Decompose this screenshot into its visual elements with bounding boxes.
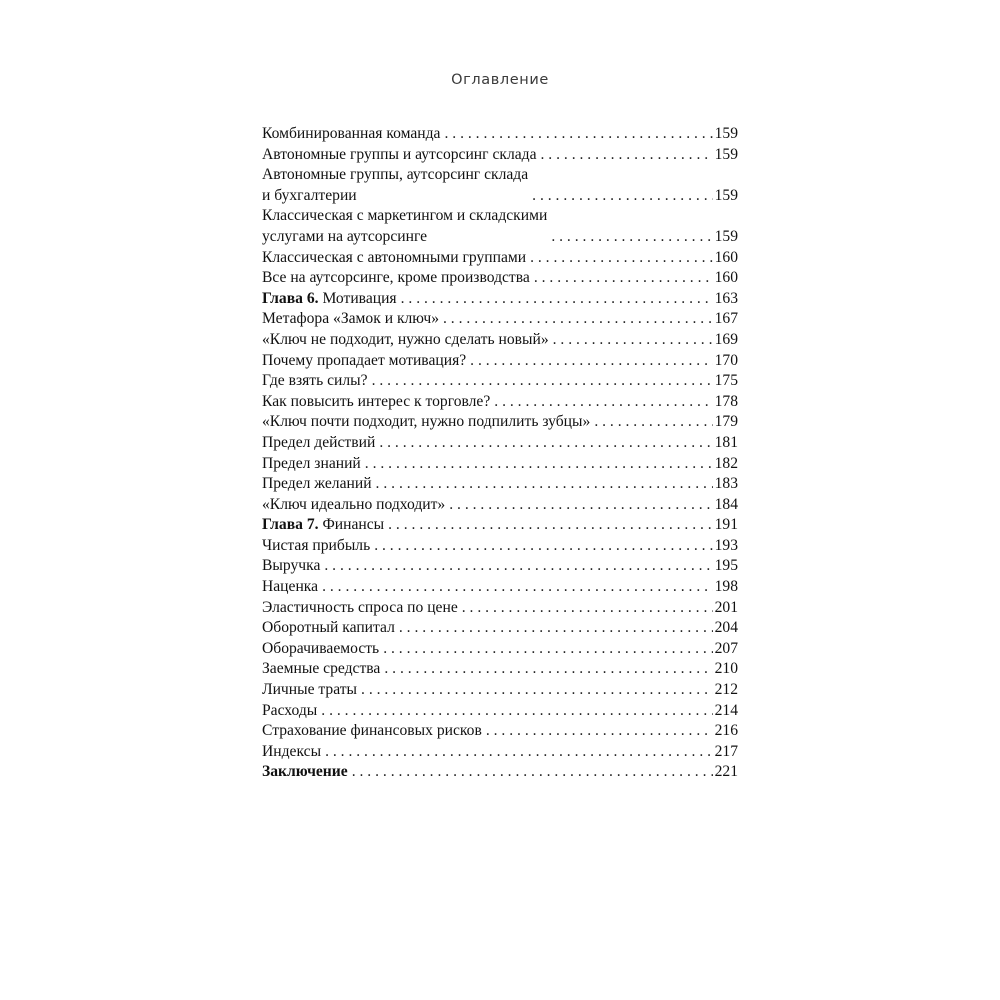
toc-entry[interactable] — [262, 536, 738, 557]
toc-entry[interactable] — [262, 598, 738, 619]
leader-dots — [541, 145, 713, 166]
toc-entry-page: 159 — [714, 227, 738, 245]
toc-entry-title: «Ключ почти подходит, нужно подпилить зубцы» — [262, 413, 591, 431]
leader-dots — [322, 577, 713, 598]
toc-chapter-7[interactable] — [262, 515, 738, 536]
toc-entry-title: Классическая с автономными группами — [262, 248, 527, 266]
table-of-contents — [262, 124, 738, 783]
toc-entry-title-line: услугами на аутсорсинге — [262, 227, 428, 245]
toc-entry-page: 184 — [714, 495, 738, 513]
toc-entry-title: Чистая прибыль — [262, 536, 371, 554]
leader-dots — [379, 433, 712, 454]
toc-entry-page: 210 — [714, 660, 738, 678]
leader-dots — [388, 515, 712, 536]
toc-entry-page: 214 — [714, 701, 738, 719]
toc-entry[interactable] — [262, 577, 738, 598]
toc-entry-page: 221 — [714, 763, 738, 781]
leader-dots — [399, 618, 713, 639]
toc-entry-page: 181 — [714, 433, 738, 451]
toc-entry-page: 212 — [714, 681, 738, 699]
toc-entry-title: Выручка — [262, 557, 321, 575]
toc-entry-page: 195 — [714, 557, 738, 575]
toc-entry[interactable] — [262, 618, 738, 639]
chapter-name: Мотивация — [322, 289, 397, 307]
toc-entry-title: Предел знаний — [262, 454, 361, 472]
toc-entry[interactable] — [262, 639, 738, 660]
toc-entry[interactable] — [262, 474, 738, 495]
toc-entry[interactable] — [262, 124, 738, 145]
leader-dots — [444, 124, 712, 145]
leader-dots — [401, 289, 713, 310]
toc-entry-page: 217 — [714, 742, 738, 760]
toc-entry-page: 182 — [714, 454, 738, 472]
toc-entry[interactable] — [262, 701, 738, 722]
toc-entry[interactable] — [262, 248, 738, 269]
toc-entry-title: Все на аутсорсинге, кроме производства — [262, 269, 530, 287]
toc-entry-title: Личные траты — [262, 681, 358, 699]
leader-dots — [376, 474, 713, 495]
leader-dots — [383, 639, 712, 660]
toc-entry-page: 191 — [714, 516, 738, 534]
toc-entry-page: 204 — [714, 619, 738, 637]
toc-entry-title: Заемные средства — [262, 660, 381, 678]
toc-entry-title: Предел действий — [262, 433, 376, 451]
toc-entry-title: Наценка — [262, 578, 319, 596]
running-head: Оглавление — [451, 72, 549, 88]
toc-entry-title-line: Автономные группы, аутсорсинг склада — [262, 166, 529, 184]
toc-entry-page: 170 — [714, 351, 738, 369]
toc-entry[interactable] — [262, 680, 738, 701]
leader-dots — [361, 680, 713, 701]
toc-entry[interactable] — [262, 351, 738, 372]
leader-dots — [324, 556, 712, 577]
toc-entry[interactable] — [262, 309, 738, 330]
toc-entry-page: 175 — [714, 372, 738, 390]
toc-entry-page: 183 — [714, 475, 738, 493]
toc-entry-page: 207 — [714, 639, 738, 657]
leader-dots — [530, 248, 713, 269]
toc-entry-title: Оборотный капитал — [262, 619, 395, 637]
toc-entry-title: Оборачиваемость — [262, 639, 380, 657]
toc-entry[interactable] — [262, 206, 738, 247]
leader-dots — [384, 659, 712, 680]
toc-entry-title: Расходы — [262, 701, 318, 719]
toc-entry-title: «Ключ не подходит, нужно сделать новый» — [262, 330, 549, 348]
toc-entry-title: Комбинированная команда — [262, 125, 441, 142]
leader-dots — [532, 186, 712, 207]
leader-dots — [321, 701, 712, 722]
toc-entry-title: Где взять силы? — [262, 372, 368, 390]
toc-entry-title: Метафора «Замок и ключ» — [262, 310, 439, 328]
leader-dots — [470, 351, 712, 372]
toc-entry[interactable] — [262, 330, 738, 351]
toc-entry[interactable] — [262, 433, 738, 454]
leader-dots — [443, 309, 713, 330]
toc-entry-page: 169 — [714, 330, 738, 348]
leader-dots — [594, 412, 712, 433]
toc-entry[interactable] — [262, 742, 738, 763]
toc-entry-title: Заключение — [262, 763, 348, 781]
toc-entry[interactable] — [262, 145, 738, 166]
toc-entry[interactable] — [262, 412, 738, 433]
toc-entry[interactable] — [262, 659, 738, 680]
toc-chapter-title — [262, 515, 384, 536]
toc-entry-page: 179 — [714, 413, 738, 431]
leader-dots — [449, 495, 712, 516]
leader-dots — [374, 536, 712, 557]
toc-entry[interactable] — [262, 556, 738, 577]
leader-dots — [553, 330, 713, 351]
toc-entry-page: 178 — [714, 392, 738, 410]
chapter-number: Глава 7. — [262, 516, 319, 534]
toc-entry[interactable] — [262, 392, 738, 413]
toc-entry-page: 160 — [714, 269, 738, 287]
toc-entry-page: 216 — [714, 722, 738, 740]
leader-dots — [365, 454, 713, 475]
toc-entry-title: Предел желаний — [262, 475, 372, 493]
toc-entry[interactable] — [262, 454, 738, 475]
toc-chapter-6[interactable] — [262, 289, 738, 310]
toc-entry-title: Почему пропадает мотивация? — [262, 351, 467, 369]
toc-entry-title — [262, 206, 547, 247]
toc-entry[interactable] — [262, 721, 738, 742]
chapter-number: Глава 6. — [262, 289, 319, 307]
chapter-name: Финансы — [322, 516, 385, 534]
toc-entry-title: Автономные группы и аутсорсинг склада — [262, 145, 537, 163]
toc-entry[interactable] — [262, 495, 738, 516]
toc-entry-title: Как повысить интерес к торговле? — [262, 392, 491, 410]
toc-entry-title: Страхование финансовых рисков — [262, 722, 482, 740]
toc-entry-page: 163 — [714, 289, 738, 307]
toc-entry-page: 159 — [714, 186, 738, 204]
toc-conclusion[interactable] — [262, 762, 738, 783]
leader-dots — [551, 227, 712, 248]
toc-entry-title: Эластичность спроса по цене — [262, 598, 458, 616]
leader-dots — [462, 598, 713, 619]
toc-entry-title — [262, 165, 528, 206]
leader-dots — [494, 392, 712, 413]
leader-dots — [486, 721, 713, 742]
leader-dots — [352, 762, 713, 783]
toc-entry-page: 198 — [714, 578, 738, 596]
toc-entry-title-line: и бухгалтерии — [262, 186, 357, 204]
leader-dots — [372, 371, 713, 392]
toc-entry[interactable] — [262, 371, 738, 392]
leader-dots — [325, 742, 713, 763]
toc-entry-page: 193 — [714, 536, 738, 554]
toc-entry[interactable] — [262, 268, 738, 289]
toc-entry-page: 201 — [714, 598, 738, 616]
toc-entry[interactable] — [262, 165, 738, 206]
toc-entry-page: 159 — [714, 145, 738, 163]
toc-entry-title: «Ключ идеально подходит» — [262, 495, 446, 513]
leader-dots — [534, 268, 713, 289]
toc-chapter-title — [262, 289, 397, 310]
toc-entry-page: 160 — [714, 248, 738, 266]
toc-entry-title-line: Классическая с маркетингом и складскими — [262, 207, 548, 225]
toc-entry-title: Индексы — [262, 742, 322, 760]
toc-entry-page: 159 — [714, 125, 738, 142]
toc-entry-page: 167 — [714, 310, 738, 328]
